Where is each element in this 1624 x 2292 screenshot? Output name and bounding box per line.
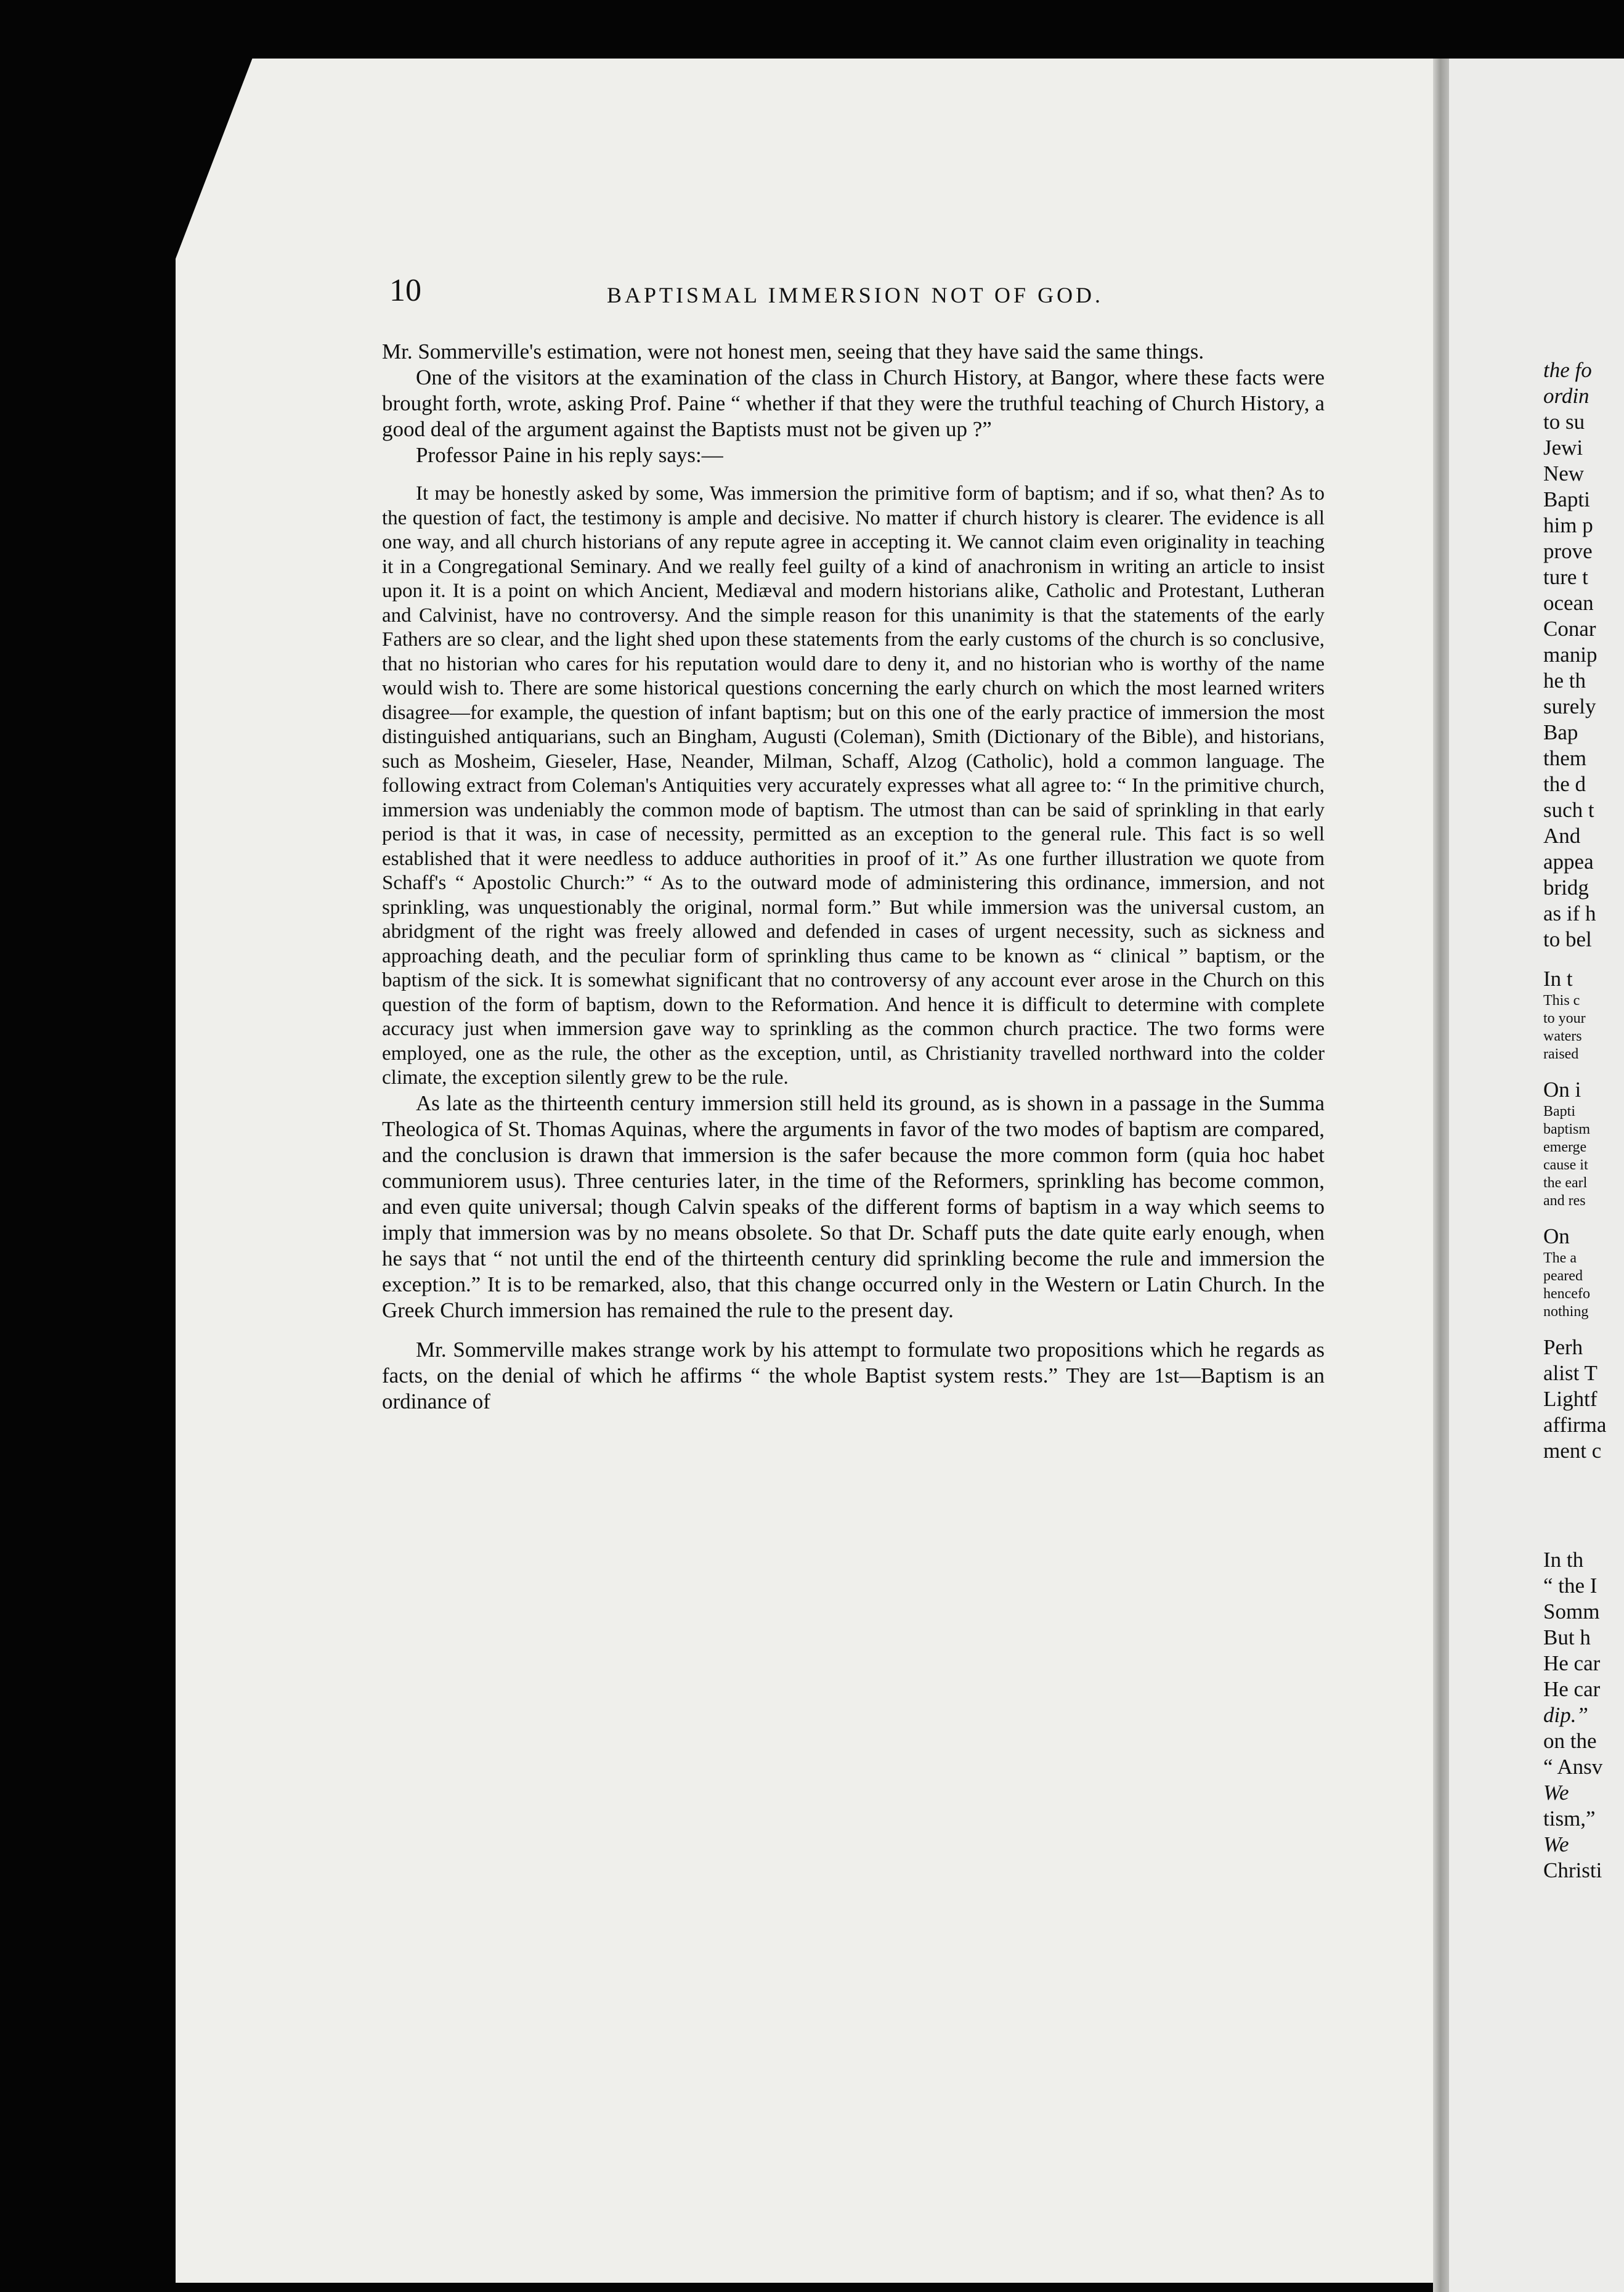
right-line: Jewi xyxy=(1543,436,1583,460)
right-line: to your xyxy=(1543,1010,1586,1026)
right-line: In t xyxy=(1543,967,1573,991)
right-line: “ the I xyxy=(1543,1574,1598,1598)
right-line: such t xyxy=(1543,798,1594,822)
right-line: to su xyxy=(1543,410,1585,434)
right-line: the earl xyxy=(1543,1175,1588,1191)
right-line: Perh xyxy=(1543,1335,1583,1359)
right-line: prove xyxy=(1543,539,1593,563)
right-line: Christi xyxy=(1543,1858,1602,1882)
right-line: as if h xyxy=(1543,901,1596,925)
right-line: raised xyxy=(1543,1046,1579,1062)
right-line: In th xyxy=(1543,1548,1584,1572)
right-line: bridg xyxy=(1543,876,1589,900)
right-line: Bap xyxy=(1543,720,1578,744)
right-line: tism,” xyxy=(1543,1806,1596,1831)
right-line: on the xyxy=(1543,1729,1597,1753)
right-line: affirma xyxy=(1543,1413,1607,1437)
right-line: And xyxy=(1543,824,1581,848)
right-line: to bel xyxy=(1543,927,1592,951)
right-line: Bapti xyxy=(1543,1103,1575,1120)
right-line: On i xyxy=(1543,1078,1581,1102)
right-line: he th xyxy=(1543,668,1586,693)
right-line: We xyxy=(1543,1781,1569,1805)
right-line: Somm xyxy=(1543,1599,1600,1624)
right-line: ment c xyxy=(1543,1439,1602,1463)
right-line: Conar xyxy=(1543,617,1596,641)
right-line: the fo xyxy=(1543,358,1592,382)
right-line: hencefo xyxy=(1543,1286,1590,1302)
paragraph: As late as the thirteenth century immersion still held its ground, as is shown in a passage in the Summa Theologica of St. Thomas Aquinas, where the arguments in favor of the two modes of baptism are compared, and the conclusion is drawn that immersion is the safer because the more common form (quia hoc habet communiorem usus). Three centuries later, in the time of the Reformers, sprinkling has become common, and even quite universal; though Calvin speaks of the different forms of baptism in a way which seems to imply that immersion was by no means obsolete. So that Dr. Schaff puts the date quite early enough, when he says that “ not until the end of the thirteenth century did sprinkling become the rule and immersion the exception.” It is to be remarked, also, that this change occurred only in the Western or Latin Church. In the Greek Church immersion has remained the rule to the present day. xyxy=(382,1091,1325,1322)
right-line: We xyxy=(1543,1832,1569,1856)
right-line: “ Ansv xyxy=(1543,1755,1603,1779)
book-gutter xyxy=(1433,59,1449,2292)
paragraph: Mr. Sommerville makes strange work by his attempt to formulate two propositions which he regards as facts, on the denial of which he affirms “ the whole Baptist system rests.” They are 1st—Baptism is an ordinance of xyxy=(382,1337,1325,1413)
right-line: and res xyxy=(1543,1193,1586,1209)
right-line: them xyxy=(1543,746,1586,770)
right-line: He car xyxy=(1543,1651,1601,1675)
right-page-text xyxy=(1543,357,1624,1884)
right-line: He car xyxy=(1543,1677,1601,1701)
right-line: dip.” xyxy=(1543,1703,1588,1727)
running-head: BAPTISMAL IMMERSION NOT OF GOD. xyxy=(607,283,1104,307)
page-number: 10 xyxy=(389,273,421,308)
right-line: waters xyxy=(1543,1028,1582,1044)
paragraph: Professor Paine in his reply says:— xyxy=(416,443,723,467)
right-line: surely xyxy=(1543,694,1596,718)
right-line: the d xyxy=(1543,772,1586,796)
right-line: But h xyxy=(1543,1625,1591,1649)
right-line: ocean xyxy=(1543,591,1594,615)
right-line: On xyxy=(1543,1224,1570,1248)
right-line: baptism xyxy=(1543,1121,1590,1137)
right-line: him p xyxy=(1543,513,1593,537)
right-line: cause it xyxy=(1543,1157,1588,1173)
paragraph: Mr. Sommerville's estimation, were not honest men, seeing that they have said the same things. xyxy=(382,339,1204,364)
right-line: nothing xyxy=(1543,1304,1589,1320)
right-line: emerge xyxy=(1543,1139,1587,1155)
body-text xyxy=(382,339,1325,1415)
right-line: manip xyxy=(1543,643,1598,667)
right-line: ordin xyxy=(1543,384,1589,408)
right-line: Bapti xyxy=(1543,487,1590,511)
right-line: New xyxy=(1543,461,1585,486)
right-line: peared xyxy=(1543,1268,1583,1284)
right-line: Lightf xyxy=(1543,1387,1598,1411)
paragraph: One of the visitors at the examination of the class in Church History, at Bangor, where these facts were brought forth, wrote, asking Prof. Paine “ whether if that they were the truthful teaching of Church History, a good deal of the argument against the Baptists must not be given up ?” xyxy=(382,365,1325,441)
right-line: The a xyxy=(1543,1250,1577,1266)
right-line: ture t xyxy=(1543,565,1588,589)
right-line: appea xyxy=(1543,850,1594,874)
right-line: This c xyxy=(1543,993,1580,1009)
right-line: alist T xyxy=(1543,1361,1598,1385)
block-quote: It may be honestly asked by some, Was immersion the primitive form of baptism; and if so, what then? As to the question of fact, the testimony is ample and decisive. No matter if church history is clearer. The evidence is all one way, and all church historians of any repute agree in accepting it. We cannot claim even originality in teaching it in a Congregational Seminary. And we really feel guilty of a kind of anachronism in writing an article to insist upon it. It is a point on which Ancient, Mediæval and modern historians alike, Catholic and Protestant, Lutheran and Calvinist, have no controversy. And the simple reason for this unanimity is that the statements of the early Fathers are so clear, and the light shed upon these statements from the early customs of the church is so conclusive, that no historian who cares for his reputation would dare to deny it, and no historian who is worthy of the name would wish to. There are some historical questions concerning the early church on which the most learned writers disagree—for example, the question of infant baptism; but on this one of the early practice of immersion the most distinguished antiquarians, such an Bingham, Augusti (Coleman), Smith (Dictionary of the Bible), and historians, such as Mosheim, Gieseler, Hase, Neander, Milman, Schaff, Alzog (Catholic), hold a common language. The following extract from Coleman's Antiquities very accurately expresses what all agree to: “ In the primitive church, immersion was undeniably the common mode of baptism. The utmost than can be said of sprinkling in that early period is that it was, in case of necessity, permitted as an exception to the general rule. This fact is so well established that it were needless to adduce authorities in proof of it.” As one further illustration we quote from Schaff's “ Apostolic Church:” “ As to the outward mode of administering this ordinance, immersion, and not sprinkling, was unquestionably the original, normal form.” But while immersion was the universal custom, an abridgment of the right was freely allowed and defended in cases of urgent necessity, such as sickness and approaching death, and the peculiar form of sprinkling thus came to be known as “ clinical ” baptism, or the baptism of the sick. It is somewhat significant that no controversy of any account ever arose in the Church on this question of the form of baptism, down to the Reformation. And hence it is difficult to determine with complete accuracy just when immersion gave way to sprinkling as the common church practice. The two forms were employed, one as the rule, the other as the exception, until, as Christianity travelled northward into the colder climate, the exception silently grew to be the rule. xyxy=(382,482,1325,1089)
